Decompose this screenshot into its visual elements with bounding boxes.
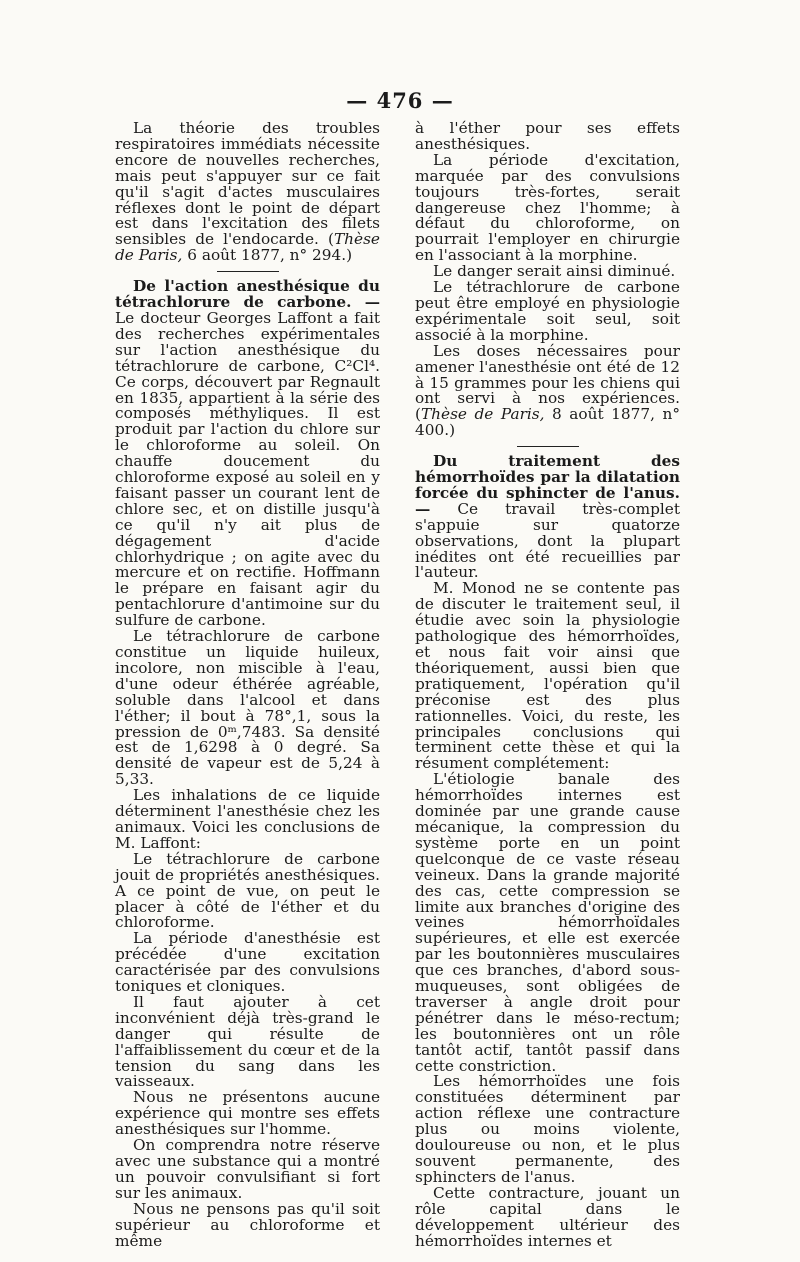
right-column xyxy=(415,121,680,1249)
paragraph: Le tétrachlorure de carbone peut être employé en physiologie expérimentale soit seul, soit associé à la morphine. xyxy=(415,278,680,344)
paragraph: Il faut ajouter à cet inconvénient déjà très-grand le danger qui résulte de l'affaiblissement du cœur et de la tension du sang dans les vaisseaux. xyxy=(115,992,380,1091)
section-heading: Du traitement des hémorrhoïdes par la dilatation forcée du sphincter de l'anus.— xyxy=(415,452,680,518)
paragraph-text: Ce travail très-complet s'appuie sur quatorze observations, dont la plupart inédites ont été recueillies par l'auteur. xyxy=(415,499,680,582)
paragraph: On comprendra notre réserve avec une substance qui a montré un pouvoir convulsifiant si fort sur les animaux. xyxy=(115,1136,380,1202)
paragraph: M. Monod ne se contente pas de discuter le traitement seul, il étudie avec soin la physiologie pathologique des hémorrhoïdes, et nous fait voir ainsi que théoriquement, aussi bien que pratiquement, l'opération qu'il préconise est des plus rationnelles. Voici, du reste, les principales conclusions qui terminent cette thèse et qui la résument complétement: xyxy=(415,579,680,773)
paragraph: Nous ne pensons pas qu'il soit supérieur au chloroforme et même xyxy=(115,1199,380,1250)
paragraph: Les hémorrhoïdes une fois constituées déterminent par action réflexe une contracture plus ou moins violente, douloureuse ou non, et le plus souvent permanente, des sphincters de l'anus. xyxy=(415,1072,680,1186)
source-citation: (Thèse de Paris, 6 août 1877, n° 294.) xyxy=(115,230,380,265)
section-divider xyxy=(217,271,279,272)
paragraph: à l'éther pour ses effets anesthésiques. xyxy=(415,119,680,153)
page-number: — 476 — xyxy=(346,88,454,113)
paragraph: Nous ne présentons aucune expérience qui montre ses effets anesthésiques sur l'homme. xyxy=(115,1088,380,1139)
paragraph: Le danger serait ainsi diminué. xyxy=(433,262,676,281)
section-paragraph xyxy=(415,454,680,581)
source-citation: (Thèse de Paris, 8 août 1877, n° 400.) xyxy=(415,405,680,440)
section-divider xyxy=(517,446,579,447)
section-heading: De l'action anesthésique du tétrachlorure de carbone. — xyxy=(115,277,380,312)
left-column xyxy=(115,121,380,1249)
source-title: Thèse de Paris, xyxy=(115,230,380,265)
source-title: Thèse de Paris, xyxy=(420,405,545,424)
source-details: 8 août 1877, n° 400. xyxy=(415,405,680,440)
paragraph: Le tétrachlorure de carbone jouit de propriétés anesthésiques. A ce point de vue, on peut le placer à côté de l'éther et du chloroforme. xyxy=(115,849,380,932)
paragraph xyxy=(115,121,380,264)
source-details: 6 août 1877, n° 294. xyxy=(187,246,347,265)
paragraph: La période d'excitation, marquée par des convulsions toujours très-fortes, serait dangereuse chez l'homme; à défaut du chloroforme, on pourrait l'employer en chirurgie en l'associant à la morphine. xyxy=(415,150,680,265)
section-paragraph xyxy=(115,279,380,629)
paragraph xyxy=(415,341,680,440)
paragraph: Le tétrachlorure de carbone constitue un liquide huileux, incolore, non miscible à l'eau, d'une odeur éthérée agréable, soluble dans l'alcool et dans l'éther; il bout à 78°,1, sous la pression de 0ᵐ,7483. Sa densité est de 1,6298 à 0 degré. Sa densité de vapeur est de 5,24 à 5,33. xyxy=(115,627,380,789)
paragraph: L'étiologie banale des hémorrhoïdes internes est dominée par une grande cause mécanique, la compression du système porte en un point quelconque de ce vaste réseau veineux. Dans la grande majorité des cas, cette compression se limite aux branches d'origine des veines hémorrhoïdales supérieures, et elle est exercée par les boutonnières musculaires que ces branches, d'abord sous-muqueuses, sont obligées de traverser à angle droit pour pénétrer dans le méso-rectum; les boutonnières ont un rôle tantôt actif, tantôt passif dans cette constriction. xyxy=(415,770,680,1075)
paragraph: Cette contracture, jouant un rôle capital dans le développement ultérieur des hémorrhoïdes internes et xyxy=(415,1183,680,1250)
paragraph: Les inhalations de ce liquide déterminent l'anesthésie chez les animaux. Voici les conclusions de M. Laffont: xyxy=(115,786,380,852)
paragraph: La période d'anesthésie est précédée d'une excitation caractérisée par des convulsions toniques et cloniques. xyxy=(115,929,380,996)
paragraph-text: La théorie des troubles respiratoires immédiats nécessite encore de nouvelles recherches, mais peut s'appuyer sur ce fait qu'il s'agit d'actes musculaires réflexes dont le point de départ est dans l'excitation des filets sensibles de l'endocarde. xyxy=(115,119,380,249)
paragraph-text: Le docteur Georges Laffont a fait des recherches expérimentales sur l'action anesthésique du tétrachlorure de carbone, C²Cl⁴. Ce corps, découvert par Regnault en 1835, appartient à la série des composés méthyliques. Il est produit par l'action du chlore sur le chloroforme au soleil. On chauffe doucement du chloroforme exposé au soleil en y faisant passer un courant lent de chlore sec, et on distille jusqu'à ce qu'il n'y ait plus de dégagement d'acide chlorhydrique ; on agite avec du mercure et on rectifie. Hoffmann le prépare en faisant agir du pentachlorure d'antimoine sur du sulfure de carbone. xyxy=(115,308,380,630)
paragraph-text: Les doses nécessaires pour amener l'anesthésie ont été de 12 à 15 grammes pour les chiens qui ont servi à nos expériences. xyxy=(415,341,680,408)
